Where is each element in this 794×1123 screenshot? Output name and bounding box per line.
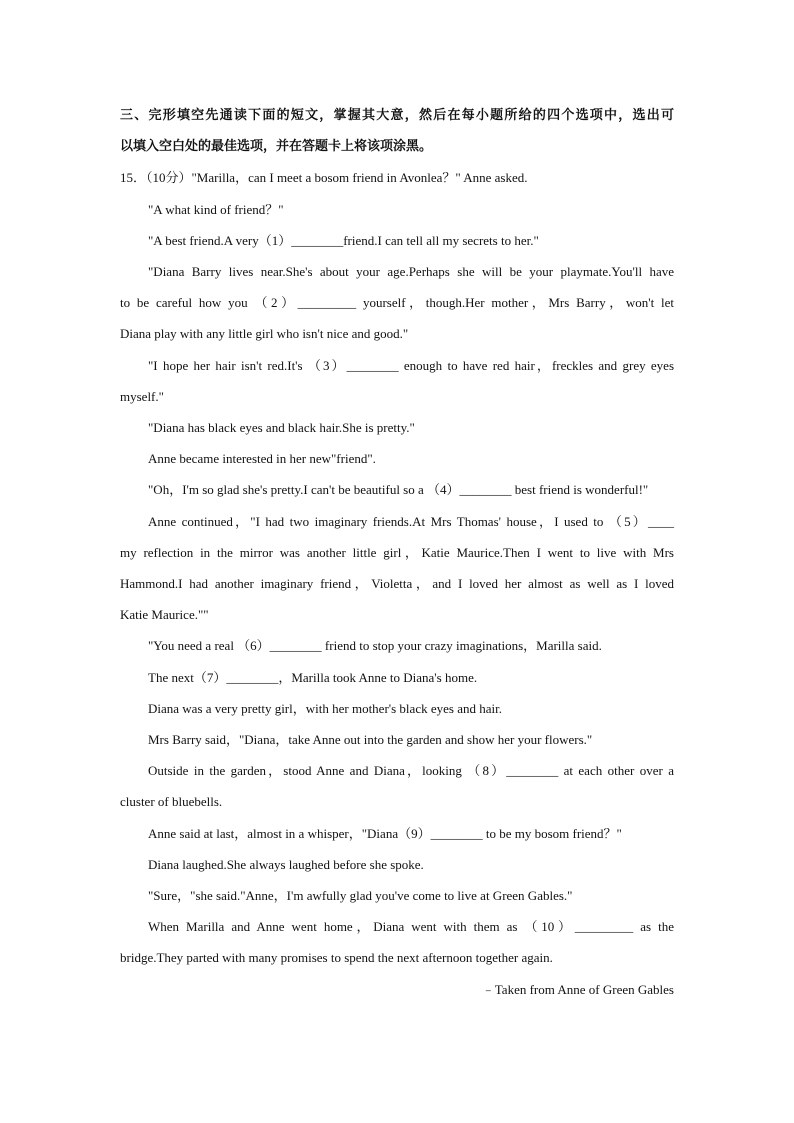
passage-line: bridge.They parted with many promises to spend the next afternoon together again. xyxy=(120,950,553,966)
passage-line: myself." xyxy=(120,388,164,404)
passage-line: "Diana has black eyes and black hair.She is pretty." xyxy=(148,420,415,436)
passage-line: "I hope her hair isn't red.It's （3）________ enough to have red hair，freckles and grey eyes xyxy=(148,357,674,373)
passage-line: to be careful how you （2）_________ yourself，though.Her mother，Mrs Barry，won't let xyxy=(120,295,674,311)
passage-line: "A what kind of friend？" xyxy=(148,201,284,217)
passage-line: Diana was a very pretty girl，with her mother's black eyes and hair. xyxy=(148,700,502,716)
passage-line: Outside in the garden，stood Anne and Diana，looking （8）________ at each other over a xyxy=(148,763,674,779)
passage-line: "Oh，I'm so glad she's pretty.I can't be beautiful so a （4）________ best friend is wonderful!" xyxy=(148,482,649,498)
question-stem: 15．（10分）"Marilla，can I meet a bosom friend in Avonlea？" Anne asked. xyxy=(120,170,528,186)
passage-line: When Marilla and Anne went home，Diana went with them as （10）_________ as the xyxy=(148,919,674,935)
passage-line: Katie Maurice."" xyxy=(120,607,209,623)
section-heading-continued: 以填入空白处的最佳选项，并在答题卡上将该项涂黑。 xyxy=(120,139,433,155)
cloze-passage-page xyxy=(120,100,674,1005)
passage-line: Hammond.I had another imaginary friend，Violetta，and I loved her almost as well as I loved xyxy=(120,576,674,592)
section-heading: 三、完形填空先通读下面的短文，掌握其大意，然后在每小题所给的四个选项中，选出可 xyxy=(120,108,674,123)
passage-line: Anne continued，"I had two imaginary friends.At Mrs Thomas' house，I used to （5）____ xyxy=(148,513,674,529)
passage-line: "A best friend.A very（1）________friend.I can tell all my secrets to her." xyxy=(148,232,539,248)
passage-line: Anne became interested in her new"friend". xyxy=(148,451,376,467)
passage-line: Anne said at last，almost in a whisper，"Diana（9）________ to be my bosom friend？" xyxy=(148,825,622,841)
passage-line: "You need a real （6）________ friend to stop your crazy imaginations，Marilla said. xyxy=(148,638,602,654)
passage-line: my reflection in the mirror was another little girl，Katie Maurice.Then I went to live with Mrs xyxy=(120,544,674,560)
passage-line: cluster of bluebells. xyxy=(120,794,223,810)
passage-line: Diana play with any little girl who isn't nice and good." xyxy=(120,326,409,342)
passage-line: Mrs Barry said，"Diana，take Anne out into the garden and show her your flowers." xyxy=(148,732,593,748)
passage-line: "Diana Barry lives near.She's about your age.Perhaps she will be your playmate.You'll have xyxy=(148,264,674,280)
source-attribution: ﹣Taken from Anne of Green Gables xyxy=(481,981,674,997)
passage-line: "Sure，"she said."Anne，I'm awfully glad you've come to live at Green Gables." xyxy=(148,888,573,904)
passage-line: Diana laughed.She always laughed before she spoke. xyxy=(148,856,424,872)
passage-line: The next（7）________，Marilla took Anne to Diana's home. xyxy=(148,669,478,685)
